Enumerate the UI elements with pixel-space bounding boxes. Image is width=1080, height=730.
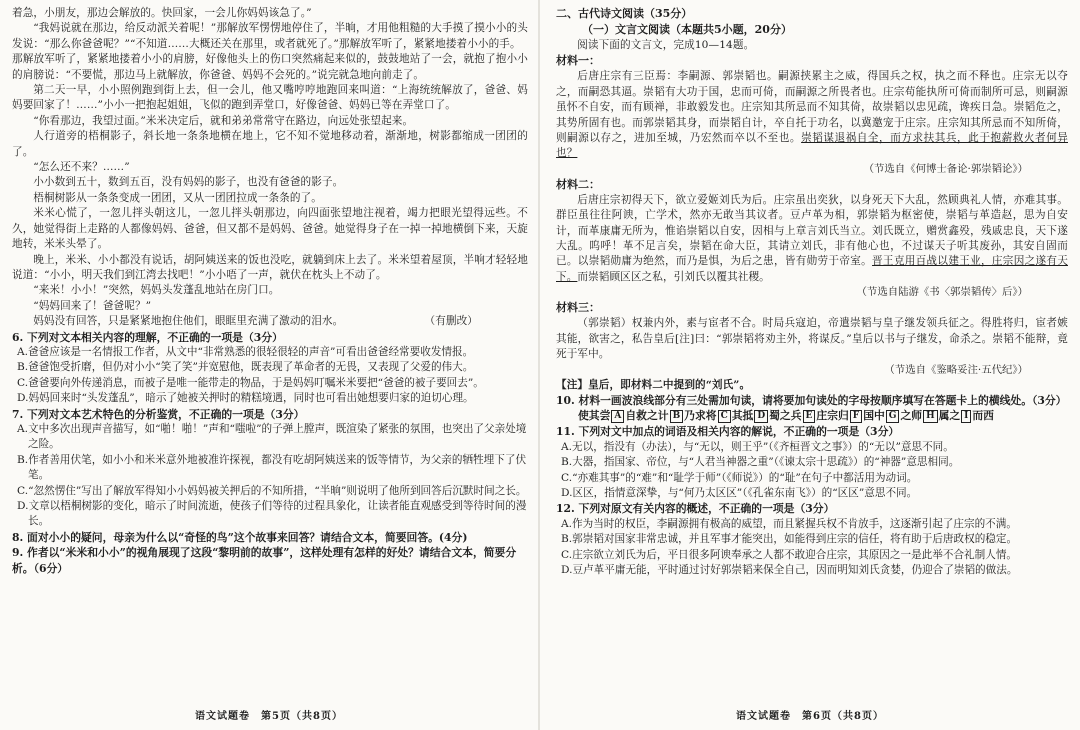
q10-seg: 自救之计	[625, 409, 669, 423]
subsection-heading: （一）文言文阅读（本题共5小题，20分）	[582, 23, 792, 36]
q10-box-c: C	[718, 410, 731, 423]
question-12-option-d: D.豆卢革平庸无能，平时通过讨好郭崇韬来保全自己，因而明知刘氏贪婪，仍迎合了崇韬的做法。	[561, 563, 1018, 576]
q10-box-h: H	[923, 410, 938, 423]
material-2-label: 材料二：	[556, 177, 600, 191]
question-12-option-c: C.庄宗欲立刘氏为后，平日很多阿谀奉承之人都不敢迎合庄宗，其原因之一是此举不合礼制人情。	[561, 548, 1018, 561]
abridged-note: （有删改）	[424, 315, 478, 328]
question-10: 10. 材料一画波浪线部分有三处需加句读，请将要加句读处的字母按顺序填写在答题卡上的横线处。（3分）	[556, 393, 1067, 407]
story-paragraph	[12, 314, 528, 329]
exam-page-6	[540, 0, 1080, 730]
q10-box-b: B	[670, 410, 684, 423]
story-paragraph: “妈妈回来了！爸爸呢？”	[33, 299, 152, 312]
exam-page-5	[0, 0, 538, 730]
q10-seg: 乃求将	[684, 409, 717, 423]
q10-prefix: 使其尝	[578, 409, 611, 423]
story-paragraph: 第二天一早，小小照例跑到街上去，但一会儿，他又嘴哼哼地跑回来叫道：“上海统统解放了，爸爸、妈妈要回家了！……”小小一把抱起姐姐，飞似的跑到弄堂口，好像爸爸、妈妈已等在弄堂口了。	[12, 84, 528, 112]
material-1-underlined: 崇韬谋退祸自全，而方求扶其兵，此于抱薪救火者何异也？	[556, 132, 1068, 160]
material-2-body-2: 而崇韬顾区区之私，引刘氏以覆其社稷。	[577, 270, 770, 283]
material-2-body: 后唐庄宗初得天下，欲立爱姬刘氏为后。庄宗虽出奕狄，以身死天下大乱，然顾典礼人情，亦难其事。群臣虽往往阿谀，亡学术，然亦无敢当其议者。豆卢革为相，郭崇韬为枢密使，崇韬与革造赵，思为自安计，而革康庸无所为，惟谄崇韬以自安，因相与上章言刘氏当立。刘氏既立，赠赏鑫殁，残戚忠良，天下遂大乱。呜呼！革不足言矣，崇韬在命大臣，其请立刘氏，非有他心也，不过谋天子听其废孙，其安自固而已。以崇韬勋庸为绝然，而乃是惧，为后之患，皆有勋劳于帝室。	[556, 193, 1068, 268]
q10-seg: 其抵	[731, 409, 754, 423]
question-6-option-a: A.爸爸应该是一名情报工作者，从文中“非常熟悉的很轻很轻的声音”可看出爸爸经常要收发情报。	[17, 345, 474, 358]
question-7-option-c: C.“忽然愣住”写出了解放军得知小小妈妈被关押后的不知所措，“半晌”则说明了他所到回答后沉默时间之长。	[17, 484, 527, 497]
q10-box-i: I	[961, 410, 971, 423]
q10-seg: 而西	[972, 409, 994, 423]
q10-box-e: E	[803, 410, 816, 423]
story-paragraph: 米米心慌了，一忽儿拌头朝这儿，一忽儿拌头朝那边，向四面张望地注视着，竭力把眼光望得远些。不久，她觉得街上走路的人都像妈妈、爸爸，但又都不是妈妈、爸爸。她觉得身子在一掉一掉地横倒下来，天旋地转，米米头晕了。	[12, 207, 528, 251]
question-7-option-d: D.文章以梧桐树影的变化，暗示了时间流逝，使孩子们等待的过程具象化，让读者能直观感受到等待时间的漫长。	[17, 500, 527, 528]
material-2-source: （节选自陆游《书〈郭崇韬传〉后》）	[856, 286, 1028, 299]
material-1-text	[556, 69, 1068, 161]
question-6: 6. 下列对文本相关内容的理解，不正确的一项是（3分）	[12, 330, 283, 344]
story-paragraph: “怎么还不来？……”	[33, 161, 130, 174]
q10-box-f: F	[850, 410, 862, 423]
q10-seg: 国中	[863, 409, 885, 423]
q10-seg: 之师	[900, 409, 923, 423]
question-12-option-b: B.郭崇韬对国家非常忠诚，并且军事才能突出，如能得到庄宗的信任，将有助于后唐政权的稳定。	[561, 533, 1018, 546]
q10-box-d: D	[754, 410, 768, 423]
question-10-sentence	[556, 408, 1068, 424]
question-7: 7. 下列对文本艺术特色的分析鉴赏，不正确的一项是（3分）	[12, 407, 305, 421]
question-11-option-a: A.无以，指没有（办法），与“无以，则王乎”（《齐桓晋文之事》）的“无以”意思不同。	[561, 440, 954, 453]
question-11-option-d: D.区区，指情意深挚，与“何乃太区区”（《孔雀东南飞》）的“区区”意思不同。	[561, 486, 918, 499]
q10-box-g: G	[886, 410, 900, 423]
story-paragraph: 着急，小朋友，那边会解放的。快回家，一会儿你妈妈该急了。”	[12, 7, 312, 19]
question-6-option-c: C.爸爸要向外传递消息，而被子是唯一能带走的物品，于是妈妈叮嘱米米要把“爸爸的被子要回去”。	[17, 376, 484, 389]
story-paragraph: “我妈说就在那边，给反动派关着呢！”那解放军愣愣地停住了，半晌，才用他粗糙的大手摸了摸小小的头发说：“那么你爸爸呢？”“不知道……大概还关在那里，或者就死了。”那解放军听了，紧紧地搂着小小的手。	[12, 22, 528, 50]
question-7-option-b: B.作者善用伏笔，如小小和米米意外地被准许探视，都没有吃胡阿姨送来的饭等情节，为父亲的牺牲埋下了伏笔。	[17, 453, 527, 482]
material-1-label: 材料一：	[556, 54, 600, 68]
question-12-option-a: A.作为当时的权臣，李嗣源拥有极高的威望，而且紧握兵权不肯放手，这逐渐引起了庄宗的不满。	[561, 517, 1017, 530]
material-1-body: 后唐庄宗有三臣焉：李嗣源、郭崇韬也。嗣源挟累主之威，得国兵之权，执之而不释也。庄宗无以夺之，而嗣恐其逼。崇韬有大功于国，忠而可倚，而嗣源之所畏者也。庄宗苟能执所可倚而制所可忌，则嗣源虽怀不自安，而有顾禅，非敢毅发也。庄宗知其所忌而不知其倚，故崇韬以忠见疏，谗疾日急。崇韬危之，	[556, 70, 1068, 114]
q10-box-a: A	[611, 410, 624, 423]
reading-instruction: 阅读下面的文言文，完成10—14题。	[577, 39, 755, 51]
question-12: 12. 下列对原文有关内容的概述，不正确的一项是（3分）	[556, 502, 835, 516]
page-footer-right: 语文试题卷 第6页（共8页）	[736, 711, 884, 722]
story-paragraph: 梧桐树影从一条条变成一团团，又从一团团拉成一条条的了。	[33, 191, 322, 204]
material-3-label: 材料三：	[556, 301, 600, 315]
question-9: 9. 作者以“米米和小小”的视角展现了这段“黎明前的故事”，这样处理有怎样的好处？请结合文本，简要分析。（6分）	[12, 546, 517, 575]
material-1-source: （节选自《何博士备论·郭崇韬论》）	[863, 162, 1028, 175]
story-paragraph: 小小数到五十，数到五百，没有妈妈的影子，也没有爸爸的影子。	[33, 176, 344, 189]
page-footer-left: 语文试题卷 第5页（共8页）	[195, 711, 343, 722]
annotation-note: 【注】皇后，即材料二中提到的“刘氏”。	[556, 378, 751, 391]
story-paragraph: “你看那边，我望过面。”米米决定后，就和弟弟常常守在路边，向远处张望起来。	[33, 114, 414, 127]
q10-seg: 属之	[938, 409, 961, 423]
story-paragraph: 晚上，米米、小小都没有说话，胡阿姨送来的饭也没吃，就躺到床上去了。米米望着屋顶，半响才轻轻地说道：“小小，明天我们到江湾去找吧！”小小唔了一声，就伏在枕头上不动了。	[12, 253, 528, 281]
story-paragraph: “来米！小小！”突然，妈妈头发蓬乱地站在房门口。	[33, 284, 280, 297]
material-2-underlined: 晋王克用百战以建王业，庄宗因之遂有天下。	[556, 255, 1068, 283]
story-paragraph: 那解放军听了，紧紧地搂着小小的肩膀，好像他头上的伤口突然痛起来似的，鼓鼓地站了一会，就抱了抱小小的肩膀说：“不要慌，那边马上就解放，你爸爸、妈妈不会死的。”说完就急地向前走了。	[12, 53, 528, 81]
story-paragraph: 人行道旁的梧桐影子，斜长地一条条地横在地上，它不知不觉地移动着，渐渐地，树影都缩成一团团的了。	[12, 130, 528, 158]
material-2-text	[556, 193, 1068, 285]
material-1-body-2: 其势所固有也。而郭崇韬其身，而崇韬自计，卒自托于功名，以冀邀宠于庄宗。庄宗知其所忌而不知所倚，则嗣源以存之，进加至城，乃宏然而卒以不至也。	[556, 116, 1068, 145]
q10-seg: 庄宗归	[816, 409, 849, 423]
question-11-option-c: C.“亦难其事”的“难”和“耻学于师”（《师说》）的“耻”在句子中都活用为动词。	[561, 471, 918, 484]
material-3-source: （节选自《鉴略妥注·五代纪》）	[884, 363, 1028, 376]
question-6-option-d: D.妈妈回来时“头发蓬乱”，暗示了她被关押时的精糕境遇，同时也可看出她想要归家的迫切心理。	[17, 392, 474, 405]
question-11-option-b: B.大器，指国家、帝位，与“人君当神器之重”（《谏太宗十思疏》）的“神器”意思相同。	[561, 456, 960, 469]
question-7-option-a: A.文中多次出现声音描写，如“啪！啪！”声和“嗤啦”的子弹上膛声，既渲染了紧张的氛围，也突出了父亲处境之险。	[17, 422, 527, 451]
question-8: 8. 面对小小的疑问，母亲为什么以“奇怪的鸟”这个故事来回答？请结合文本，简要回答。(4分)	[12, 530, 468, 544]
question-11: 11. 下列对文中加点的词语及相关内容的解说，不正确的一项是（3分）	[556, 425, 900, 439]
section-heading: 二、古代诗文阅读（35分）	[556, 7, 693, 20]
q10-seg: 蜀之兵	[769, 409, 802, 423]
story-last-line: 妈妈没有回答，只是紧紧地抱住他们，眼眶里充满了激动的泪水。	[33, 315, 344, 328]
question-6-option-b: B.爸爸饱受折磨，但仍对小小“笑了笑”并宽慰他，既表现了革命者的无畏，又表现了父爱的伟大。	[17, 361, 474, 374]
material-3-text: （郭崇韬）权兼内外，素与宦者不合。时局兵寇迫，帝遣崇韬与皇子继发领兵征之。得胜将归，宦者嫉其能，欲害之，私告皇后[注]曰：“郭崇韬将劝主外，将谋反。”皇后以书与子继发，命杀之。崇韬不能辩，竟死于军中。	[556, 317, 1068, 361]
